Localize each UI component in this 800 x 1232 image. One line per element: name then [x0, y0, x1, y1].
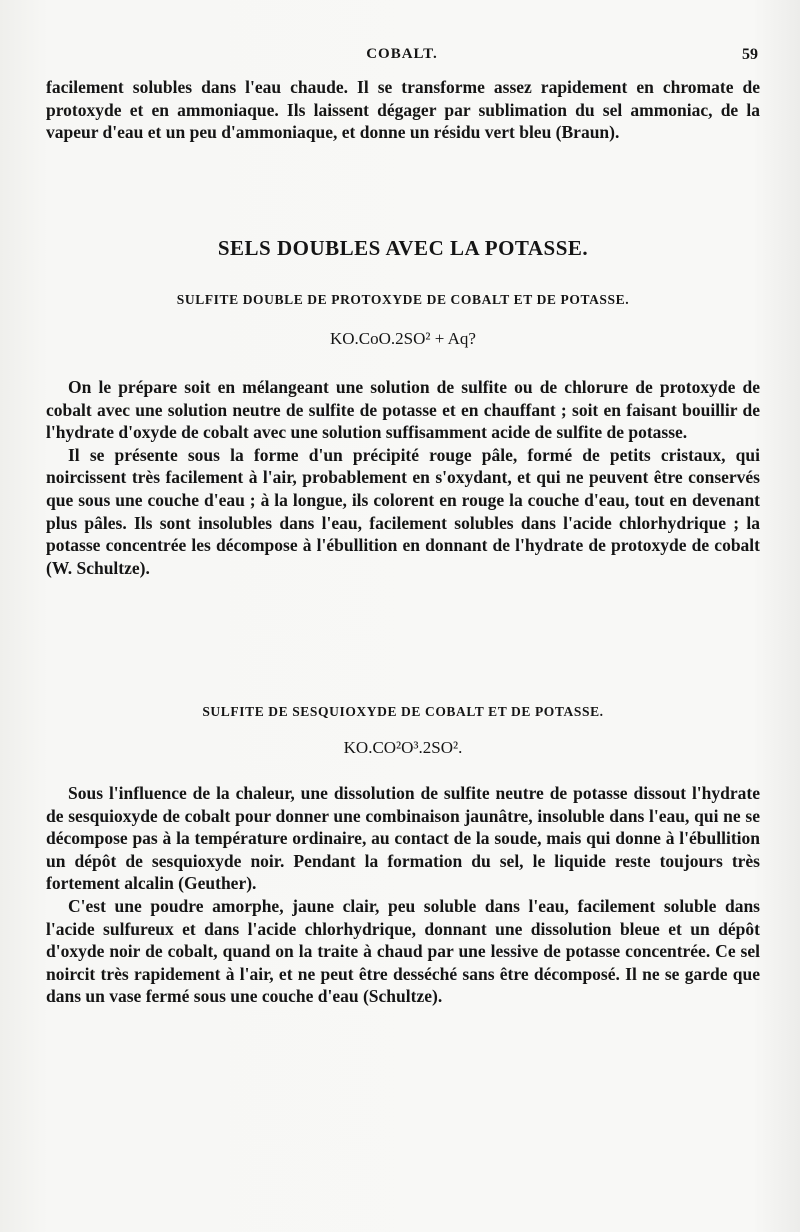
subsection-title-protoxyde: SULFITE DOUBLE DE PROTOXYDE DE COBALT ET DE POTASSE. — [176, 292, 630, 307]
sesquioxyde-paragraph-1: Sous l'influence de la chaleur, une dissolution de sulfite neutre de potasse dissout l'hydrate de sesquioxyde de cobalt pour donner une combinaison jaunâtre, insoluble dans l'eau, qui ne se décompose pas à la température ordinaire, au contact de la soude, mais qui donne à l'ébullition un dépôt de sesquioxyde noir. Pendant la formation du sel, le liquide reste toujours très fortement alcalin (Geuther). — [46, 783, 760, 894]
subsection-title-sesquioxyde: SULFITE DE SESQUIOXYDE DE COBALT ET DE POTASSE. — [202, 704, 604, 719]
running-head: COBALT. — [366, 46, 438, 62]
intro-text — [46, 76, 760, 144]
sesquioxyde-paragraph-2: C'est une poudre amorphe, jaune clair, peu soluble dans l'eau, facilement soluble dans l'acide sulfureux et dans l'acide chlorhydrique, donnant une dissolution bleue et un dépôt d'oxyde noir de cobalt, quand on la traite à chaud par une lessive de potasse concentrée. Ce sel noircit très rapidement à l'air, et ne peut être desséché sans être décomposé. Il ne se garde que dans un vase fermé sous une couche d'eau (Schultze). — [46, 895, 760, 1007]
page-header — [46, 46, 758, 68]
sesquioxyde-text — [46, 782, 760, 1008]
page-number: 59 — [742, 46, 758, 63]
formula-protoxyde: KO.CoO.2SO² + Aq? — [330, 329, 476, 348]
protoxyde-paragraph-2: Il se présente sous la forme d'un précipité rouge pâle, formé de petits cristaux, qui noircissent très facilement à l'air, probablement en s'oxydant, et qui ne peuvent être conservés que sous une couche d'eau ; à la longue, ils colorent en rouge la couche d'eau, tout en devenant plus pâles. Ils sont insolubles dans l'eau, facilement solubles dans l'acide chlorhydrique ; la potasse concentrée les décompose à l'ébullition en donnant de l'hydrate de protoxyde de cobalt (W. Schultze). — [46, 444, 760, 578]
section-title: SELS DOUBLES AVEC LA POTASSE. — [217, 236, 589, 260]
formula-sesquioxyde: KO.CO²O³.2SO². — [343, 738, 463, 757]
protoxyde-text — [46, 376, 760, 579]
protoxyde-paragraph-1: On le prépare soit en mélangeant une solution de sulfite ou de chlorure de protoxyde de cobalt avec une solution neutre de sulfite de potasse et en chauffant ; soit en faisant bouillir de l'hydrate d'oxyde de cobalt avec une solution suffisamment acide de sulfite de potasse. — [46, 377, 760, 443]
intro-paragraph: facilement solubles dans l'eau chaude. Il se transforme assez rapidement en chromate de protoxyde et en ammoniaque. Ils laissent dégager par sublimation du sel ammoniac, de la vapeur d'eau et un peu d'ammoniaque, et donne un résidu vert bleu (Braun). — [46, 77, 760, 143]
